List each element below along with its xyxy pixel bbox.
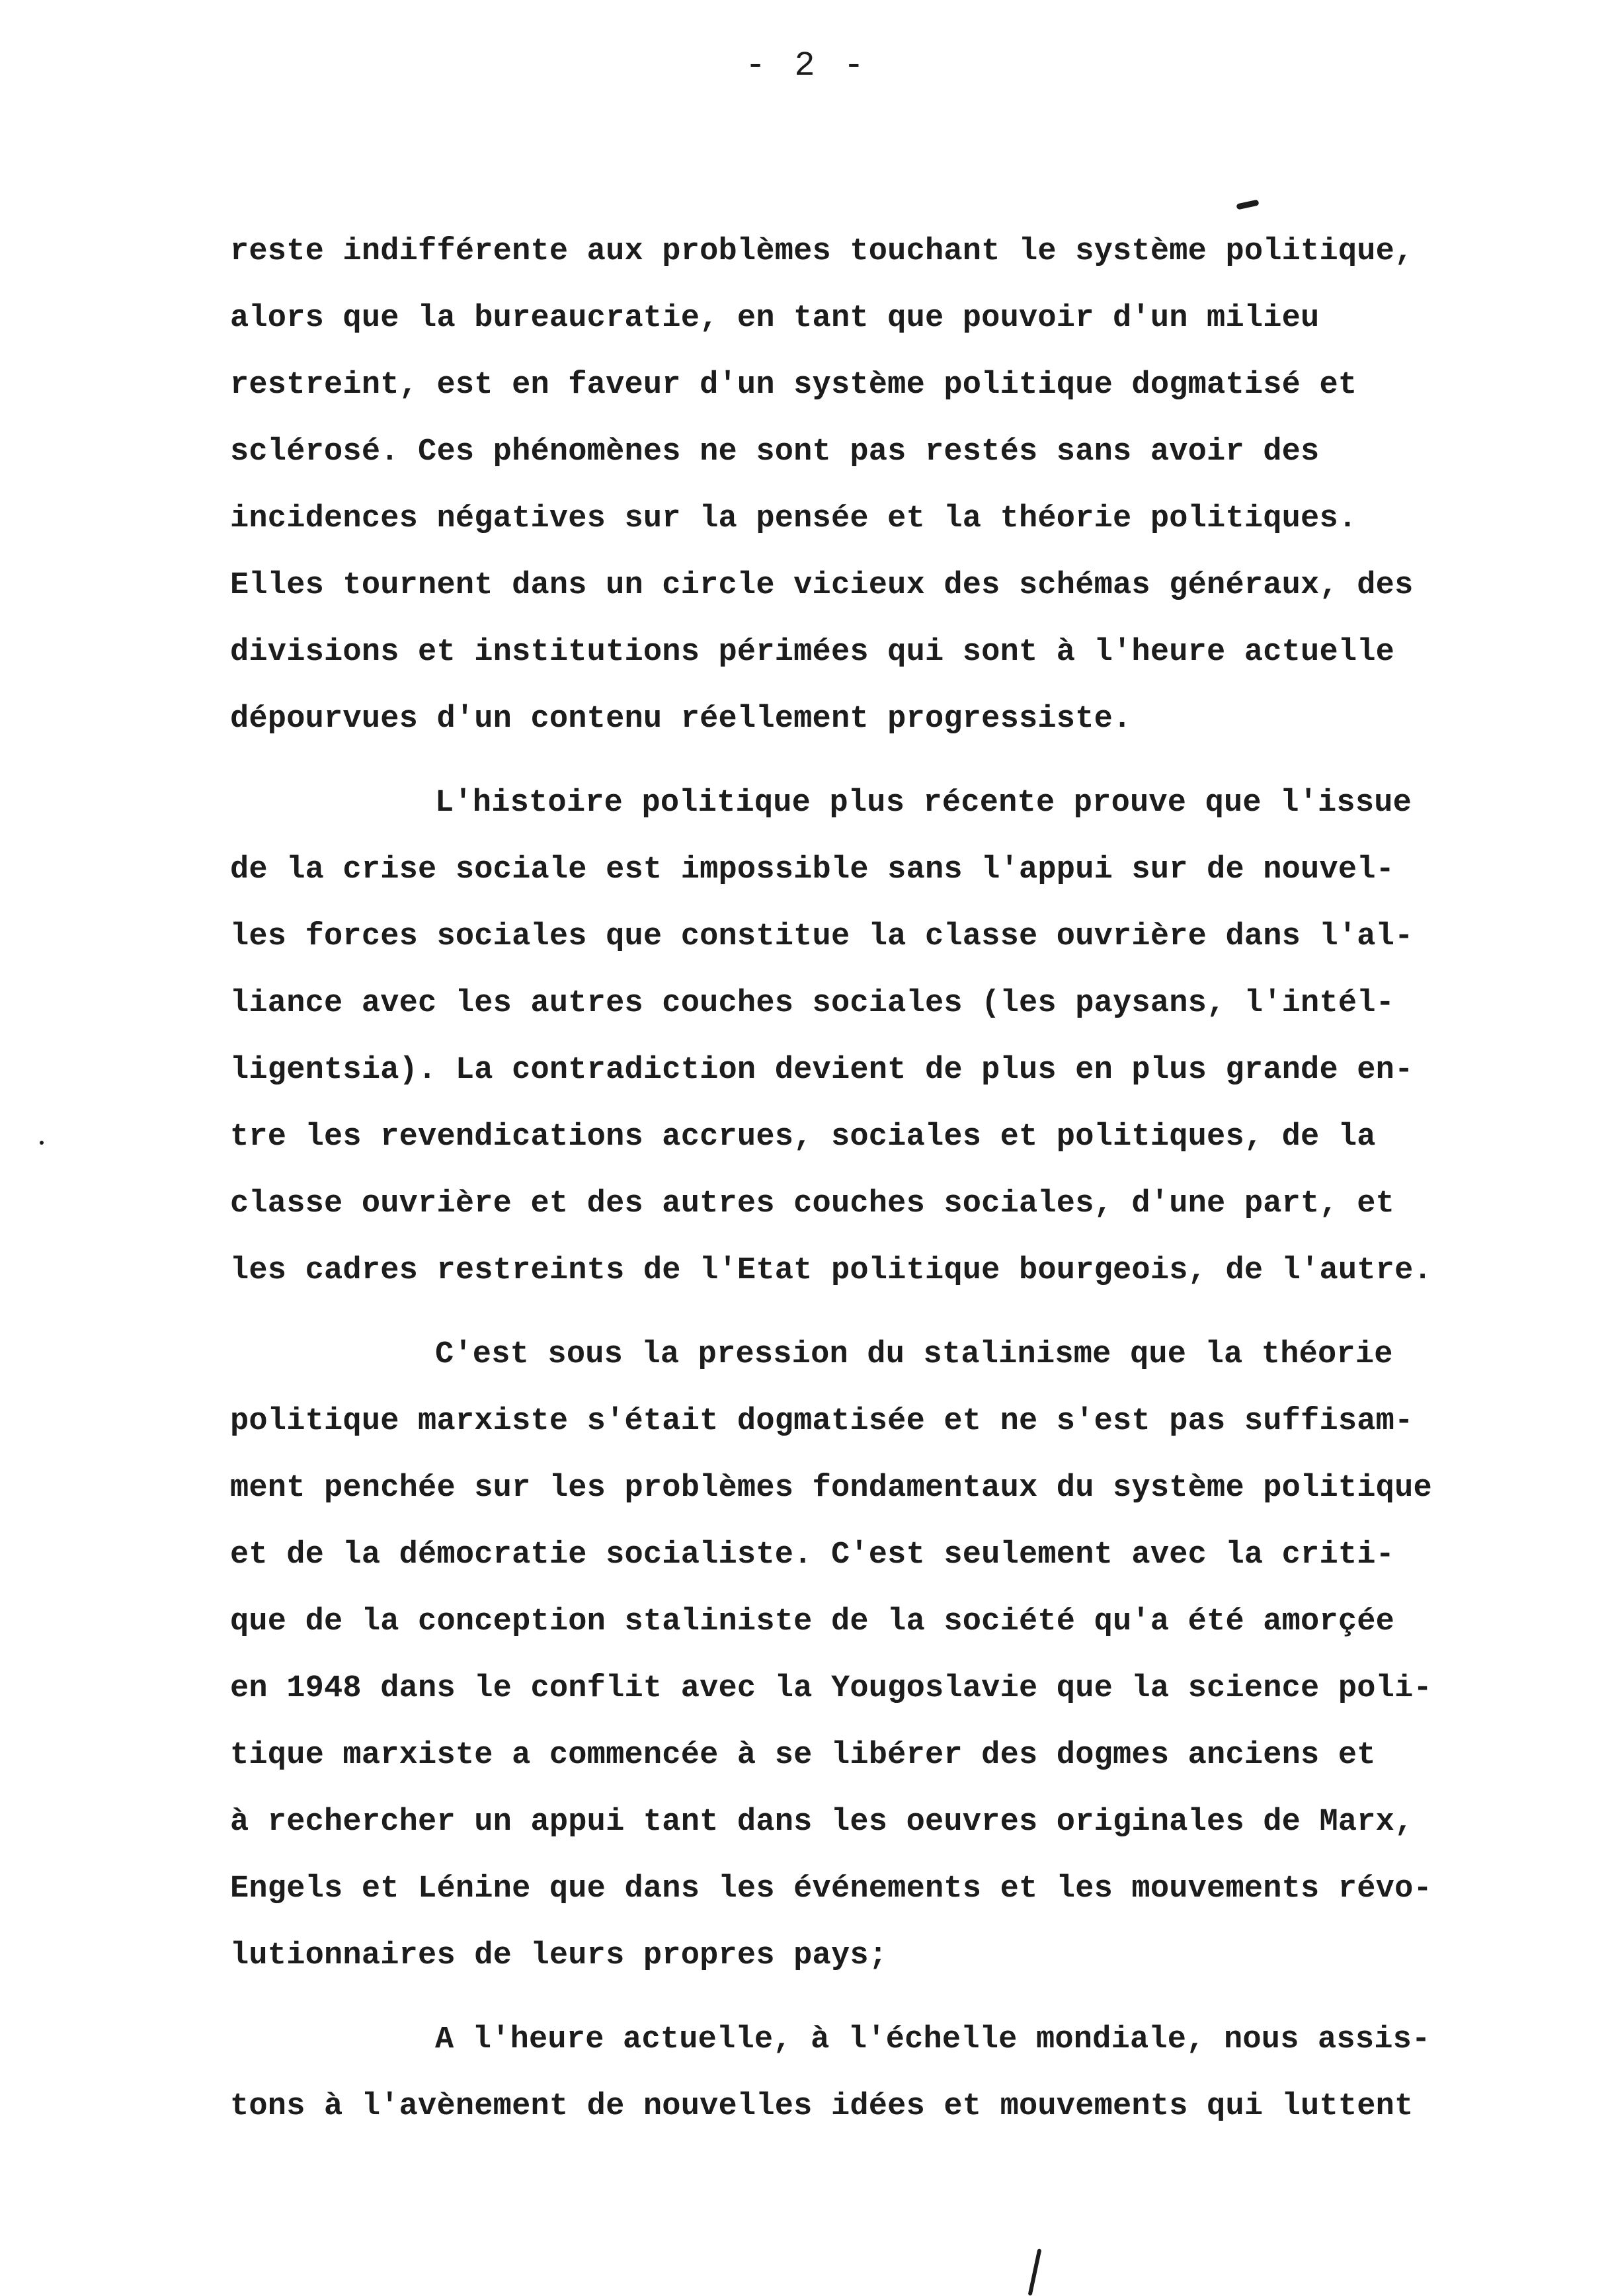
text-line: restreint, est en faveur d'un système politique dogmatisé et (230, 368, 1357, 403)
paragraph-2 (230, 770, 1526, 1304)
text-line: tons à l'avènement de nouvelles idées et mouvements qui luttent (230, 2089, 1414, 2124)
text-line: ligentsia). La contradiction devient de plus en plus grande en- (230, 1053, 1414, 1088)
text-line: politique marxiste s'était dogmatisée et ne s'est pas suffisam- (230, 1404, 1414, 1439)
text-line: incidences négatives sur la pensée et la théorie politiques. (230, 501, 1357, 536)
text-line: reste indifférente aux problèmes touchant le système politique, (230, 234, 1414, 269)
text-line: ment penchée sur les problèmes fondamentaux du système politique (230, 1471, 1432, 1506)
paragraph-3 (230, 1321, 1526, 1989)
ink-speck (1236, 200, 1259, 210)
text-line: Elles tournent dans un circle vicieux des schémas généraux, des (230, 568, 1414, 603)
ink-dot (40, 1141, 44, 1145)
text-line: et de la démocratie socialiste. C'est seulement avec la criti- (230, 1538, 1395, 1573)
text-line: classe ouvrière et des autres couches sociales, d'une part, et (230, 1186, 1395, 1221)
text-line: les cadres restreints de l'Etat politique bourgeois, de l'autre. (230, 1253, 1432, 1288)
text-line: en 1948 dans le conflit avec la Yougoslavie que la science poli- (230, 1671, 1432, 1706)
text-line: à rechercher un appui tant dans les oeuvres originales de Marx, (230, 1805, 1414, 1840)
text-line: dépourvues d'un contenu réellement progressiste. (230, 702, 1132, 737)
body-text (230, 218, 1526, 2157)
text-line: les forces sociales que constitue la classe ouvrière dans l'al- (230, 919, 1414, 954)
text-line: sclérosé. Ces phénomènes ne sont pas restés sans avoir des (230, 434, 1320, 470)
text-line: A l'heure actuelle, à l'échelle mondiale, nous assis- (435, 2022, 1431, 2057)
text-line: lutionnaires de leurs propres pays; (230, 1938, 888, 1973)
text-line: que de la conception staliniste de la société qu'a été amorçée (230, 1604, 1395, 1639)
text-line: de la crise sociale est impossible sans l'appui sur de nouvel- (230, 852, 1395, 887)
text-line: L'histoire politique plus récente prouve que l'issue (435, 786, 1412, 821)
page-number: - 2 - (744, 46, 869, 85)
text-line: tre les revendications accrues, sociales et politiques, de la (230, 1120, 1376, 1155)
paragraph-1 (230, 218, 1526, 753)
text-line: alors que la bureaucratie, en tant que pouvoir d'un milieu (230, 301, 1320, 336)
text-line: divisions et institutions périmées qui sont à l'heure actuelle (230, 635, 1395, 670)
text-line: liance avec les autres couches sociales (les paysans, l'intél- (230, 986, 1395, 1021)
pen-stroke (1028, 2248, 1042, 2296)
text-line: C'est sous la pression du stalinisme que la théorie (435, 1337, 1393, 1372)
text-line: tique marxiste a commencée à se libérer des dogmes anciens et (230, 1738, 1376, 1773)
text-line: Engels et Lénine que dans les événements et les mouvements révo- (230, 1871, 1432, 1906)
paragraph-4 (230, 2006, 1526, 2140)
